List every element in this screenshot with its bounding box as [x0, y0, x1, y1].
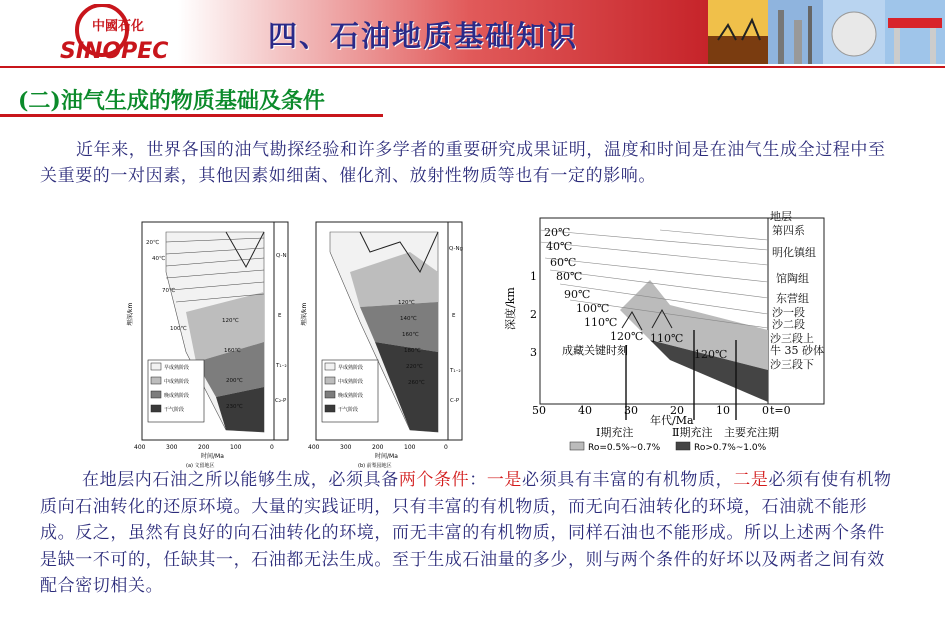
- strat-c: 东营组: [776, 292, 809, 305]
- section-heading: (二)油气生成的物质基础及条件: [18, 88, 325, 114]
- caption-b: (b) 前梨园地区: [358, 463, 392, 469]
- xtick-b: 100: [404, 444, 416, 451]
- temp-c: 100℃: [576, 302, 610, 315]
- xtick-a: 200: [198, 444, 210, 451]
- xtick-b: 200: [372, 444, 384, 451]
- temp-b: 220℃: [406, 364, 423, 370]
- xtick-b: 400: [308, 444, 320, 451]
- xtick-c: 10: [716, 404, 730, 417]
- legend-c-2: Ro>0.7%~1.0%: [694, 443, 767, 453]
- strat-a: C₂-P: [275, 398, 287, 404]
- legend-b-2: 中成熟阶段: [338, 379, 364, 385]
- temp-b: 140℃: [400, 316, 417, 322]
- xtick-c: 30: [624, 404, 638, 417]
- xtick-a: 0: [270, 444, 274, 451]
- strat-title: 地层: [770, 210, 792, 223]
- temp-c: 20℃: [544, 226, 571, 239]
- sinopec-logo: [58, 4, 170, 62]
- ylabel-b: 埋深/km: [301, 302, 308, 326]
- arrow-label-3: 主要充注期: [724, 426, 779, 439]
- strat-b: T₁₋₂: [450, 368, 461, 374]
- xtick-c: 50: [532, 404, 546, 417]
- figure-c-charging-history: [500, 210, 830, 460]
- xlabel-b: 时间/Ma: [375, 453, 398, 460]
- xtick-c: 0: [762, 404, 769, 417]
- slide-header: [0, 0, 945, 64]
- temp-b: 260℃: [408, 380, 425, 386]
- temp-c: 40℃: [546, 240, 573, 253]
- strat-c: 第四系: [772, 224, 805, 237]
- header-divider: [0, 66, 945, 68]
- legend-a-3: 晚成熟阶段: [164, 393, 190, 399]
- temp-a: 70℃: [162, 288, 176, 294]
- para2-g: 必须有使有机物质向石油转化的还原环境。大量的实践证明，只有丰富的有机物质，而无向石油转化的环境，石油就不能形成。反之，虽然有良好的向石油转化的环境，而无丰富的有机物质，同样石油也不能形成。所以上述两个条件是缺一不可的，任缺其一，石油都无法生成。至于生成石油量的多少，则与两个条件的好坏以及两者之间有效配合密切相关。: [40, 470, 892, 596]
- slide-title: 四、石油地质基础知识: [268, 19, 579, 53]
- xlabel-c: 年代/Ma: [650, 414, 694, 427]
- industrial-photos: [708, 0, 945, 64]
- temp-a: 160℃: [224, 348, 241, 354]
- temp-a: 20℃: [146, 240, 160, 246]
- xtick-b: 300: [340, 444, 352, 451]
- strat-c: 馆陶组: [776, 272, 809, 285]
- svg-text:SINOPEC: SINOPEC: [60, 39, 169, 62]
- strat-a: Q-N: [276, 253, 287, 259]
- legend-b-4: 干气阶段: [338, 407, 359, 413]
- legend-a-4: 干气阶段: [164, 407, 185, 413]
- para2-a: 在地层内石油之所以能够生成，必须具备: [82, 470, 399, 490]
- section-underline: [0, 114, 383, 117]
- temp-c: 60℃: [550, 256, 577, 269]
- first-condition-marker: 一是: [486, 470, 523, 490]
- legend-c-1: Ro=0.5%~0.7%: [588, 443, 661, 453]
- xlabel-a: 时间/Ma: [201, 453, 224, 460]
- arrow-label-2: Ⅱ期充注: [672, 426, 713, 439]
- ytick-c: 2: [530, 308, 537, 321]
- t-zero-label: t=0: [770, 404, 791, 417]
- strat-c: 沙二段: [772, 318, 805, 331]
- legend-a-1: 早成熟阶段: [164, 365, 190, 371]
- strat-b: E: [452, 313, 456, 319]
- xtick-a: 100: [230, 444, 242, 451]
- para2-e: 必须具有丰富的有机物质，: [522, 470, 734, 490]
- key-moment-label: 成藏关键时刻: [562, 344, 628, 357]
- ytick-c: 1: [530, 270, 537, 283]
- temp-a: 200℃: [226, 378, 243, 384]
- temp-b: 160℃: [402, 332, 419, 338]
- caption-a: (a) 文留地区: [186, 463, 215, 469]
- xtick-b: 0: [444, 444, 448, 451]
- temp-a: 230℃: [226, 404, 243, 410]
- temp-a: 120℃: [222, 318, 239, 324]
- arrow-label-1: Ⅰ期充注: [596, 426, 634, 439]
- temp-c: 110℃: [650, 332, 684, 345]
- intro-paragraph: 近年来，世界各国的油气勘探经验和许多学者的重要研究成果证明，温度和时间是在油气生成全过程中至关重要的一对因素，其他因素如细菌、催化剂、放射性物质等也有一定的影响。: [40, 140, 886, 186]
- strat-a: T₁₋₂: [276, 363, 287, 369]
- xtick-a: 400: [134, 444, 146, 451]
- legend-a-2: 中成熟阶段: [164, 379, 190, 385]
- temp-c: 90℃: [564, 288, 591, 301]
- temp-c: 120℃: [610, 330, 644, 343]
- legend-b-1: 早成熟阶段: [338, 365, 364, 371]
- figure-a-burial-history: [126, 212, 296, 470]
- svg-text:中國石化: 中國石化: [92, 19, 145, 34]
- temp-b: 180℃: [404, 348, 421, 354]
- strat-c: 牛 35 砂体: [770, 344, 824, 357]
- strat-b: Q-Ng: [449, 246, 464, 252]
- figure-b-burial-history: [300, 212, 470, 470]
- xtick-c: 20: [670, 404, 684, 417]
- xtick-c: 40: [578, 404, 592, 417]
- ytick-c: 3: [530, 346, 537, 359]
- strat-c: 沙三段下: [770, 358, 814, 371]
- temp-a: 40℃: [152, 256, 166, 262]
- temp-a: 100℃: [170, 326, 187, 332]
- ylabel-c: 深度/km: [504, 287, 517, 330]
- strat-a: E: [278, 313, 282, 319]
- strat-b: C-P: [450, 398, 460, 404]
- two-conditions-highlight: 两个条件: [398, 470, 470, 490]
- para2-c: ：: [469, 470, 487, 490]
- strat-c: 沙一段: [772, 306, 805, 319]
- xtick-a: 300: [166, 444, 178, 451]
- temp-c: 120℃: [694, 348, 728, 361]
- conditions-paragraph: [40, 467, 902, 600]
- legend-b-3: 晚成熟阶段: [338, 393, 364, 399]
- strat-c: 沙三段上: [770, 332, 814, 345]
- strat-c: 明化镇组: [772, 246, 816, 259]
- second-condition-marker: 二是: [733, 470, 769, 490]
- temp-b: 120℃: [398, 300, 415, 306]
- temp-c: 80℃: [556, 270, 583, 283]
- ylabel-a: 埋深/km: [127, 302, 134, 326]
- temp-c: 110℃: [584, 316, 618, 329]
